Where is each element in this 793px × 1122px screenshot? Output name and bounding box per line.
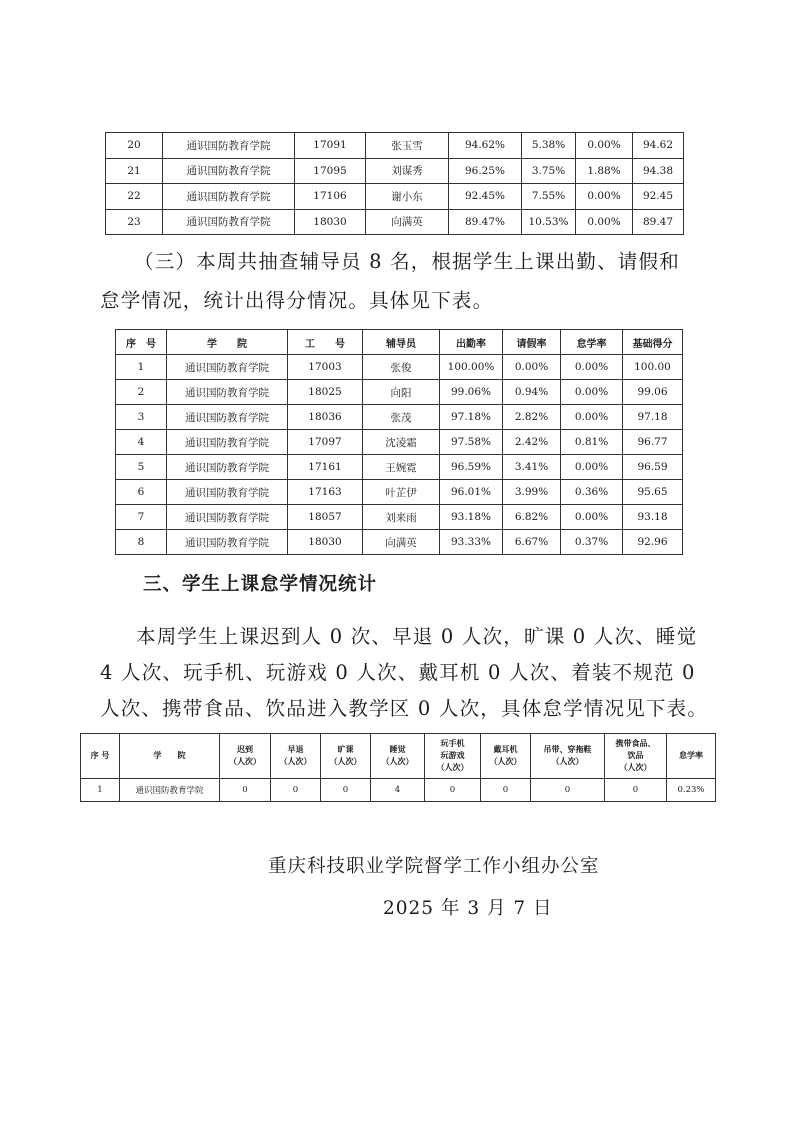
table-row xyxy=(116,380,683,405)
table-cell: 刘谋秀 xyxy=(366,158,449,184)
table-cell: 0 xyxy=(531,779,605,802)
table-cell: 17161 xyxy=(288,455,363,480)
table-header-cell: 学 院 xyxy=(120,734,220,779)
table-row xyxy=(116,530,683,555)
table-cell: 0 xyxy=(425,779,481,802)
table-cell: 3.75% xyxy=(522,158,576,184)
table-header-cell: 携带食品、 饮品 （人次） xyxy=(605,734,667,779)
table-header-cell: 辅导员 xyxy=(363,330,440,355)
table-cell: 0.00% xyxy=(561,380,623,405)
table-header-row xyxy=(81,734,716,779)
table-cell: 97.58% xyxy=(440,430,503,455)
table-row xyxy=(106,184,684,210)
section-3-body-line-3: 人次、携带食品、饮品进入教学区 0 人次，具体怠学情况见下表。 xyxy=(100,697,709,720)
table-cell: 0.00% xyxy=(576,184,633,210)
table-header-cell: 序 号 xyxy=(81,734,120,779)
table-cell: 4 xyxy=(371,779,425,802)
table-cell: 向满英 xyxy=(363,530,440,555)
table-header-cell: 早退 （人次） xyxy=(271,734,321,779)
table-cell: 1 xyxy=(116,355,167,380)
table-cell: 96.77 xyxy=(623,430,683,455)
table-cell: 18025 xyxy=(288,380,363,405)
table-cell: 20 xyxy=(106,133,163,159)
table-cell: 94.62% xyxy=(449,133,522,159)
table-cell: 5.38% xyxy=(522,133,576,159)
table-cell: 0 xyxy=(481,779,531,802)
table-cell: 0 xyxy=(605,779,667,802)
table-row xyxy=(116,505,683,530)
table-cell: 2 xyxy=(116,380,167,405)
table-cell: 5 xyxy=(116,455,167,480)
table-header-cell: 请假率 xyxy=(503,330,561,355)
table-header-cell: 出勤率 xyxy=(440,330,503,355)
table-header-cell: 序 号 xyxy=(116,330,167,355)
table-cell: 0.00% xyxy=(503,355,561,380)
table-cell: 0.00% xyxy=(561,505,623,530)
table-cell: 通识国防教育学院 xyxy=(163,133,295,159)
table-cell: 6.82% xyxy=(503,505,561,530)
table-cell: 97.18% xyxy=(440,405,503,430)
idle-behavior-table xyxy=(80,733,716,802)
table-cell: 通识国防教育学院 xyxy=(167,505,288,530)
table-cell: 张玉雪 xyxy=(366,133,449,159)
table-cell: 沈凌霜 xyxy=(363,430,440,455)
table-cell: 10.53% xyxy=(522,209,576,235)
table-cell: 通识国防教育学院 xyxy=(167,530,288,555)
table-cell: 7 xyxy=(116,505,167,530)
table-cell: 0.36% xyxy=(561,480,623,505)
table-row xyxy=(106,209,684,235)
section-3-paragraph-line-2: 怠学情况，统计出得分情况。具体见下表。 xyxy=(100,289,494,312)
table-header-cell: 旷课 （人次） xyxy=(321,734,371,779)
table-cell: 通识国防教育学院 xyxy=(167,430,288,455)
table-row xyxy=(116,480,683,505)
table-cell: 0 xyxy=(321,779,371,802)
section-heading-student-idle: 三、学生上课怠学情况统计 xyxy=(143,574,378,595)
table-cell: 18030 xyxy=(295,209,366,235)
table-header-cell: 工 号 xyxy=(288,330,363,355)
table-cell: 通识国防教育学院 xyxy=(163,158,295,184)
table-cell: 0.00% xyxy=(561,405,623,430)
table-row xyxy=(81,779,716,802)
table-row xyxy=(106,133,684,159)
table-cell: 94.38 xyxy=(633,158,684,184)
table-cell: 18057 xyxy=(288,505,363,530)
table-cell: 96.59 xyxy=(623,455,683,480)
table-cell: 3.99% xyxy=(503,480,561,505)
table-cell: 18036 xyxy=(288,405,363,430)
table-cell: 通识国防教育学院 xyxy=(167,480,288,505)
section-3-body-line-1: 本周学生上课迟到人 0 次、早退 0 人次，旷课 0 人次、睡觉 xyxy=(136,625,698,648)
table-cell: 向满英 xyxy=(366,209,449,235)
table-cell: 100.00 xyxy=(623,355,683,380)
table-cell: 100.00% xyxy=(440,355,503,380)
table-row xyxy=(116,455,683,480)
table-header-cell: 睡觉 （人次） xyxy=(371,734,425,779)
table-header-cell: 怠学率 xyxy=(667,734,716,779)
table-header-cell: 学 院 xyxy=(167,330,288,355)
table-header-cell: 戴耳机 （人次） xyxy=(481,734,531,779)
table-header-row xyxy=(116,330,683,355)
table-cell: 谢小东 xyxy=(366,184,449,210)
table-cell: 97.18 xyxy=(623,405,683,430)
table-cell: 1 xyxy=(81,779,120,802)
table-cell: 2.82% xyxy=(503,405,561,430)
table-cell: 张俊 xyxy=(363,355,440,380)
table-cell: 0 xyxy=(271,779,321,802)
table-cell: 92.45% xyxy=(449,184,522,210)
counselor-score-table xyxy=(115,329,683,555)
table-header-cell: 迟到 （人次） xyxy=(220,734,271,779)
table-cell: 93.18 xyxy=(623,505,683,530)
section-3-body-line-2: 4 人次、玩手机、玩游戏 0 人次、戴耳机 0 人次、着装不规范 0 xyxy=(100,661,696,684)
table-cell: 93.18% xyxy=(440,505,503,530)
table-cell: 0.00% xyxy=(561,355,623,380)
table-cell: 94.62 xyxy=(633,133,684,159)
table-row xyxy=(106,158,684,184)
table-cell: 0.81% xyxy=(561,430,623,455)
table-cell: 96.59% xyxy=(440,455,503,480)
table-cell: 2.42% xyxy=(503,430,561,455)
table-cell: 通识国防教育学院 xyxy=(167,355,288,380)
table-cell: 17097 xyxy=(288,430,363,455)
table-cell: 96.25% xyxy=(449,158,522,184)
table-cell: 4 xyxy=(116,430,167,455)
table-cell: 通识国防教育学院 xyxy=(120,779,220,802)
table-cell: 通识国防教育学院 xyxy=(163,184,295,210)
table-cell: 通识国防教育学院 xyxy=(163,209,295,235)
table-cell: 3 xyxy=(116,405,167,430)
table-cell: 21 xyxy=(106,158,163,184)
table-cell: 通识国防教育学院 xyxy=(167,380,288,405)
table-cell: 23 xyxy=(106,209,163,235)
table-row xyxy=(116,430,683,455)
table-cell: 96.01% xyxy=(440,480,503,505)
table-cell: 叶芷伊 xyxy=(363,480,440,505)
table-cell: 3.41% xyxy=(503,455,561,480)
signature-organization: 重庆科技职业学院督学工作小组办公室 xyxy=(268,856,600,877)
table-cell: 99.06 xyxy=(623,380,683,405)
table-cell: 93.33% xyxy=(440,530,503,555)
table-row xyxy=(116,405,683,430)
table-cell: 17095 xyxy=(295,158,366,184)
signature-date: 2025 年 3 月 7 日 xyxy=(383,898,553,919)
table-header-cell: 玩手机 玩游戏 （人次） xyxy=(425,734,481,779)
table-cell: 通识国防教育学院 xyxy=(167,455,288,480)
table-header-cell: 怠学率 xyxy=(561,330,623,355)
table-cell: 17163 xyxy=(288,480,363,505)
table-cell: 刘来雨 xyxy=(363,505,440,530)
table-cell: 7.55% xyxy=(522,184,576,210)
table-cell: 99.06% xyxy=(440,380,503,405)
table-cell: 17106 xyxy=(295,184,366,210)
table-cell: 92.96 xyxy=(623,530,683,555)
table-cell: 通识国防教育学院 xyxy=(167,405,288,430)
table-cell: 89.47 xyxy=(633,209,684,235)
table-cell: 0.94% xyxy=(503,380,561,405)
table-cell: 17091 xyxy=(295,133,366,159)
table-cell: 0 xyxy=(220,779,271,802)
table-cell: 0.00% xyxy=(561,455,623,480)
table-cell: 92.45 xyxy=(633,184,684,210)
table-cell: 89.47% xyxy=(449,209,522,235)
table-cell: 张茂 xyxy=(363,405,440,430)
table-cell: 22 xyxy=(106,184,163,210)
table-header-cell: 吊带、穿拖鞋 （人次） xyxy=(531,734,605,779)
table-cell: 95.65 xyxy=(623,480,683,505)
table-header-cell: 基础得分 xyxy=(623,330,683,355)
table-cell: 1.88% xyxy=(576,158,633,184)
table-cell: 向阳 xyxy=(363,380,440,405)
table-cell: 0.00% xyxy=(576,209,633,235)
table-cell: 王婉霓 xyxy=(363,455,440,480)
table-cell: 18030 xyxy=(288,530,363,555)
section-3-paragraph-line-1: （三）本周共抽查辅导员 8 名，根据学生上课出勤、请假和 xyxy=(134,250,680,273)
attendance-table-continued xyxy=(105,132,684,235)
table-cell: 6 xyxy=(116,480,167,505)
table-cell: 17003 xyxy=(288,355,363,380)
table-cell: 6.67% xyxy=(503,530,561,555)
table-row xyxy=(116,355,683,380)
table-cell: 0.00% xyxy=(576,133,633,159)
table-cell: 0.23% xyxy=(667,779,716,802)
table-cell: 0.37% xyxy=(561,530,623,555)
table-cell: 8 xyxy=(116,530,167,555)
